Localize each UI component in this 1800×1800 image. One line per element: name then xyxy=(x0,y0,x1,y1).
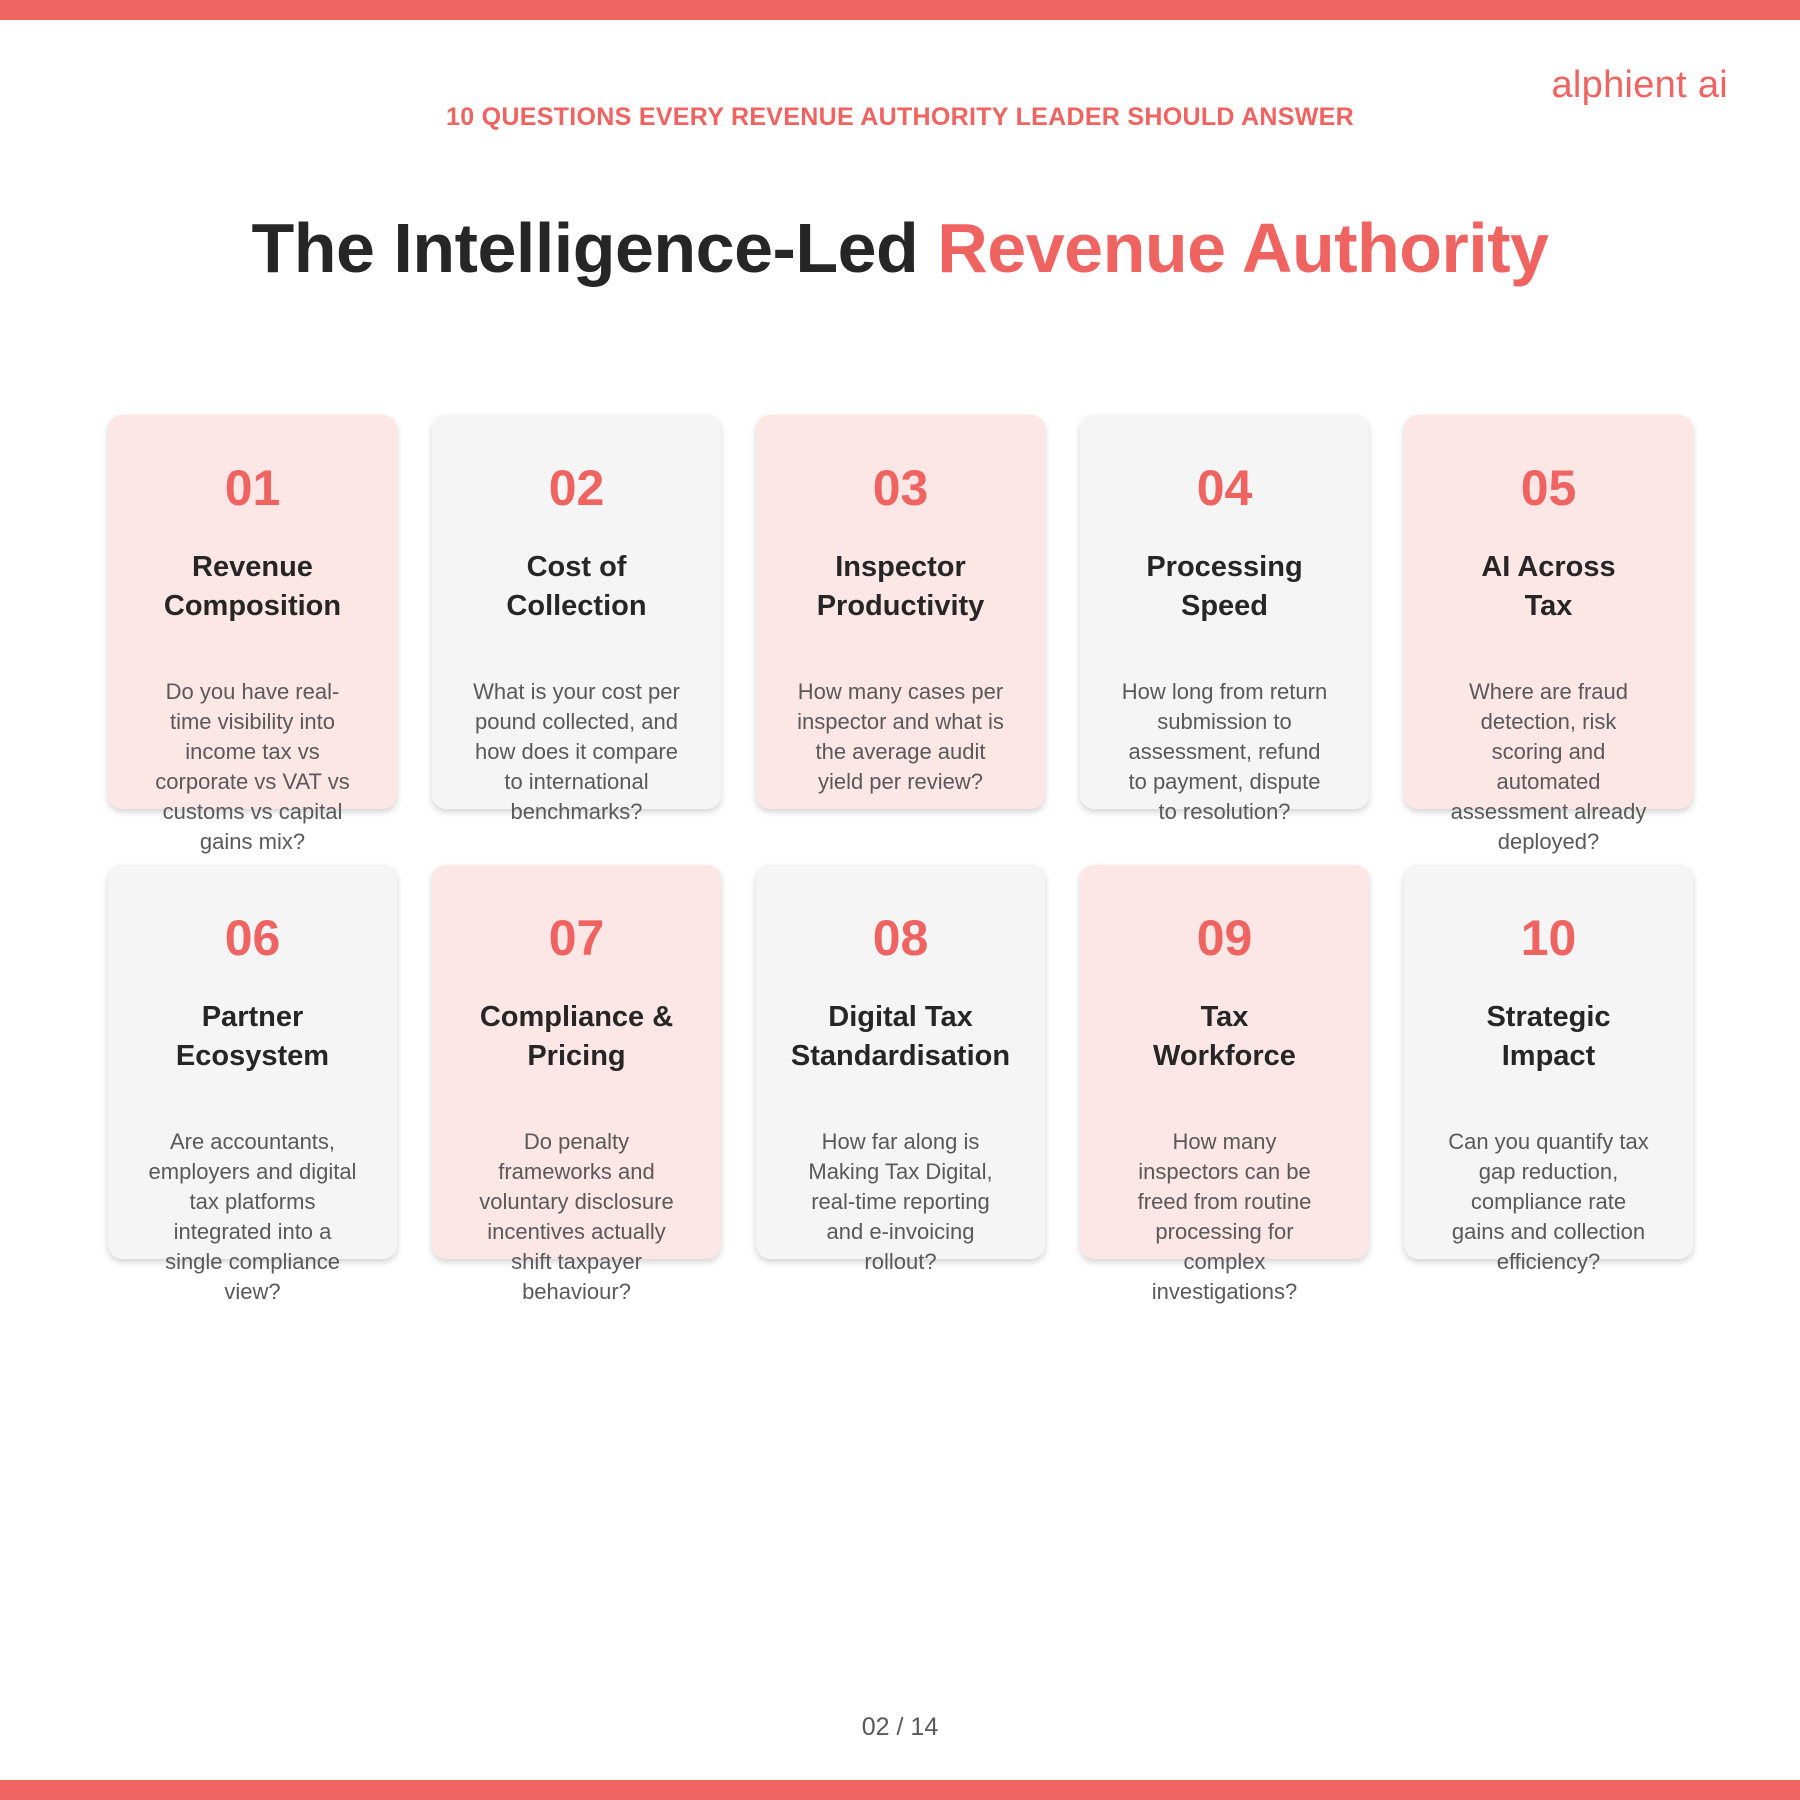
question-card xyxy=(756,865,1045,1274)
slide-title xyxy=(0,208,1800,288)
card-heading: Strategic Impact xyxy=(1486,1001,1611,1072)
card-heading: Inspector Productivity xyxy=(816,551,985,622)
card-heading: Revenue Composition xyxy=(163,551,342,622)
question-card xyxy=(1404,865,1693,1274)
top-accent-bar xyxy=(0,0,1800,20)
page-indicator: 02 / 14 xyxy=(861,1713,939,1741)
question-card xyxy=(432,415,721,824)
card-question: What is your cost per pound collected, and how does it compare to international benchmarks? xyxy=(473,679,680,824)
card-question: Are accountants, employers and digital tax platforms integrated into a single compliance view? xyxy=(148,1129,357,1304)
card-number: 09 xyxy=(1196,910,1253,966)
card-number: 10 xyxy=(1520,910,1577,966)
card-number: 04 xyxy=(1196,460,1253,516)
title-part-dark: The Intelligence-Led xyxy=(251,209,938,287)
card-number: 01 xyxy=(224,460,281,516)
card-heading: Partner Ecosystem xyxy=(175,1001,330,1072)
card-question: Where are fraud detection, risk scoring and automated assessment already deployed? xyxy=(1450,679,1647,854)
question-card xyxy=(1080,865,1369,1304)
question-card xyxy=(108,415,397,854)
question-card xyxy=(108,865,397,1304)
card-heading: Tax Workforce xyxy=(1153,1001,1296,1072)
bottom-accent-bar xyxy=(0,1780,1800,1800)
card-number: 06 xyxy=(224,910,281,966)
question-card xyxy=(1080,415,1369,824)
card-number: 03 xyxy=(872,460,929,516)
card-question: Can you quantify tax gap reduction, compliance rate gains and collection efficiency? xyxy=(1448,1129,1649,1274)
question-card xyxy=(756,415,1045,809)
question-card xyxy=(1404,415,1693,854)
question-card-grid xyxy=(108,415,1693,1304)
brand-logo: alphient ai xyxy=(1551,64,1728,106)
title-part-accent: Revenue Authority xyxy=(937,209,1549,287)
card-heading: Processing Speed xyxy=(1146,551,1303,622)
card-number: 08 xyxy=(872,910,929,966)
card-heading: Compliance & Pricing xyxy=(479,1001,674,1072)
card-heading: AI Across Tax xyxy=(1481,551,1616,622)
card-question: How many inspectors can be freed from routine processing for complex investigations? xyxy=(1137,1129,1312,1304)
card-question: Do penalty frameworks and voluntary disclosure incentives actually shift taxpayer behaviour? xyxy=(479,1129,674,1304)
card-question: Do you have real-time visibility into income tax vs corporate vs VAT vs customs vs capital gains mix? xyxy=(155,679,350,854)
slide-kicker: 10 QUESTIONS EVERY REVENUE AUTHORITY LEADER SHOULD ANSWER xyxy=(446,103,1354,131)
card-question: How long from return submission to assessment, refund to payment, dispute to resolution? xyxy=(1121,679,1328,824)
question-card xyxy=(432,865,721,1304)
card-number: 05 xyxy=(1520,460,1577,516)
card-heading: Cost of Collection xyxy=(506,551,647,622)
card-question: How many cases per inspector and what is the average audit yield per review? xyxy=(797,679,1004,794)
card-number: 02 xyxy=(548,460,605,516)
card-heading: Digital Tax Standardisation xyxy=(790,1001,1011,1072)
card-number: 07 xyxy=(548,910,605,966)
card-question: How far along is Making Tax Digital, real-time reporting and e-invoicing rollout? xyxy=(808,1129,993,1274)
